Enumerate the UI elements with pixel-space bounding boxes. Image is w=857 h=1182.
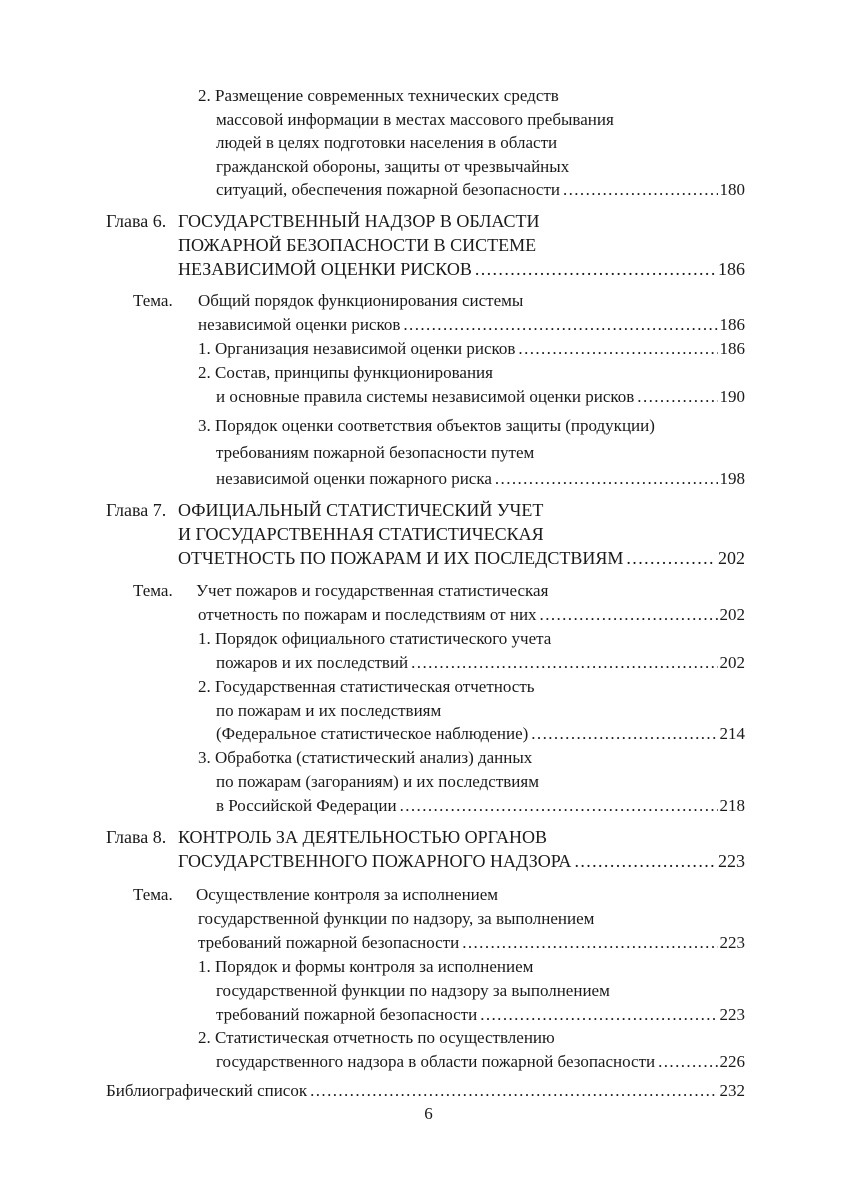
chapter-label: Глава 6. [106,211,167,231]
chapter-title: ГОСУДАРСТВЕННЫЙ НАДЗОР В ОБЛАСТИ [178,211,540,231]
page-ref: 186 [719,315,745,334]
toc-entry-line [216,387,745,407]
page-ref: 186 [718,259,745,279]
toc-entry-line [216,653,745,673]
chapter-title: ОФИЦИАЛЬНЫЙ СТАТИСТИЧЕСКИЙ УЧЕТ [178,500,544,520]
page-ref: 218 [719,796,745,815]
topic-title: Учет пожаров и государственная статистическая [196,581,549,600]
topic-label: Тема. [133,885,173,904]
toc-item-text: 1. Порядок официального статистического учета [198,629,552,648]
toc-item-text: и основные правила системы независимой оценки рисков [216,387,635,406]
page-ref: 180 [719,180,745,199]
page-ref: 226 [719,1052,745,1071]
dot-leader [658,1052,717,1072]
chapter-title: ОТЧЕТНОСТЬ ПО ПОЖАРАМ И ИХ ПОСЛЕДСТВИЯМ [178,548,624,568]
dot-leader [462,933,717,953]
toc-item-text: независимой оценки пожарного риска [216,469,492,488]
toc-entry-line [216,1005,745,1025]
topic-label: Тема. [133,581,173,600]
page-ref: 214 [719,724,745,743]
toc-item-text: 2. Размещение современных технических средств [198,86,559,105]
dot-leader [626,548,716,568]
toc-item-text: по пожарам (загораниям) и их последствиям [216,772,539,791]
dot-leader [531,724,717,744]
dot-leader [403,315,717,335]
toc-item-text: 1. Порядок и формы контроля за исполнением [198,957,534,976]
topic-title: отчетность по пожарам и последствиям от них [198,605,537,624]
toc-entry-line [216,796,745,816]
chapter-label: Глава 8. [106,827,167,847]
page-ref: 198 [719,469,745,488]
dot-leader [563,180,718,200]
toc-item-text: 2. Государственная статистическая отчетность [198,677,535,696]
toc-item-text: требований пожарной безопасности [216,1005,478,1024]
chapter-title: И ГОСУДАРСТВЕННАЯ СТАТИСТИЧЕСКАЯ [178,524,544,544]
dot-leader [310,1081,717,1101]
topic-title: государственной функции по надзору, за выполнением [198,909,595,928]
topic-title: независимой оценки рисков [198,315,401,334]
dot-leader [637,387,717,407]
chapter-label: Глава 7. [106,500,167,520]
toc-item-text: массовой информации в местах массового пребывания [216,110,614,129]
chapter-title: КОНТРОЛЬ ЗА ДЕЯТЕЛЬНОСТЬЮ ОРГАНОВ [178,827,548,847]
toc-item-text: гражданской обороны, защиты от чрезвычайных [216,157,570,176]
toc-entry-line [198,315,745,335]
dot-leader [574,851,716,871]
chapter-title: НЕЗАВИСИМОЙ ОЦЕНКИ РИСКОВ [178,259,472,279]
page-ref: 223 [719,933,745,952]
toc-entry-line [198,339,745,359]
page-ref: 202 [719,653,745,672]
bibliography-title: Библиографический список [106,1081,308,1100]
toc-entry-line [106,1081,745,1101]
page-ref: 202 [719,605,745,624]
toc-item-text: пожаров и их последствий [216,653,409,672]
toc-item-text: 2. Состав, принципы функционирования [198,363,493,382]
toc-item-text: 2. Статистическая отчетность по осуществлению [198,1028,555,1047]
topic-label: Тема. [133,291,173,310]
toc-entry-line [198,605,745,625]
toc-item-text: 1. Организация независимой оценки рисков [198,339,516,358]
toc-item-text: по пожарам и их последствиям [216,701,442,720]
toc-item-text: ситуаций, обеспечения пожарной безопасности [216,180,560,199]
toc-entry-line [178,851,745,871]
toc-item-text: в Российской Федерации [216,796,397,815]
page-ref: 223 [718,851,745,871]
toc-entry-line [216,180,745,200]
dot-leader [480,1005,717,1025]
toc-entry-line [216,469,745,489]
page-ref: 232 [719,1081,745,1100]
dot-leader [475,259,716,279]
dot-leader [540,605,718,625]
toc-entry-line [216,724,745,744]
dot-leader [518,339,717,359]
chapter-title: ПОЖАРНОЙ БЕЗОПАСНОСТИ В СИСТЕМЕ [178,235,537,255]
toc-entry-line [198,933,745,953]
chapter-title: ГОСУДАРСТВЕННОГО ПОЖАРНОГО НАДЗОРА [178,851,572,871]
page-ref: 202 [718,548,745,568]
toc-item-text: (Федеральное статистическое наблюдение) [216,724,529,743]
toc-item-text: государственного надзора в области пожарной безопасности [216,1052,656,1071]
page-ref: 223 [719,1005,745,1024]
toc-entry-line [178,259,745,279]
toc-entry-line [178,548,745,568]
topic-title: Осуществление контроля за исполнением [196,885,499,904]
toc-item-text: 3. Порядок оценки соответствия объектов защиты (продукции) [198,416,655,435]
dot-leader [400,796,718,816]
toc-item-text: требованиям пожарной безопасности путем [216,443,535,462]
toc-item-text: 3. Обработка (статистический анализ) данных [198,748,533,767]
topic-title: требований пожарной безопасности [198,933,460,952]
page-number: 6 [424,1104,433,1123]
topic-title: Общий порядок функционирования системы [198,291,524,310]
dot-leader [495,469,718,489]
dot-leader [411,653,717,673]
toc-item-text: государственной функции по надзору за выполнением [216,981,610,1000]
page-ref: 186 [719,339,745,358]
toc-item-text: людей в целях подготовки населения в области [216,133,558,152]
toc-entry-line [216,1052,745,1072]
page-ref: 190 [719,387,745,406]
